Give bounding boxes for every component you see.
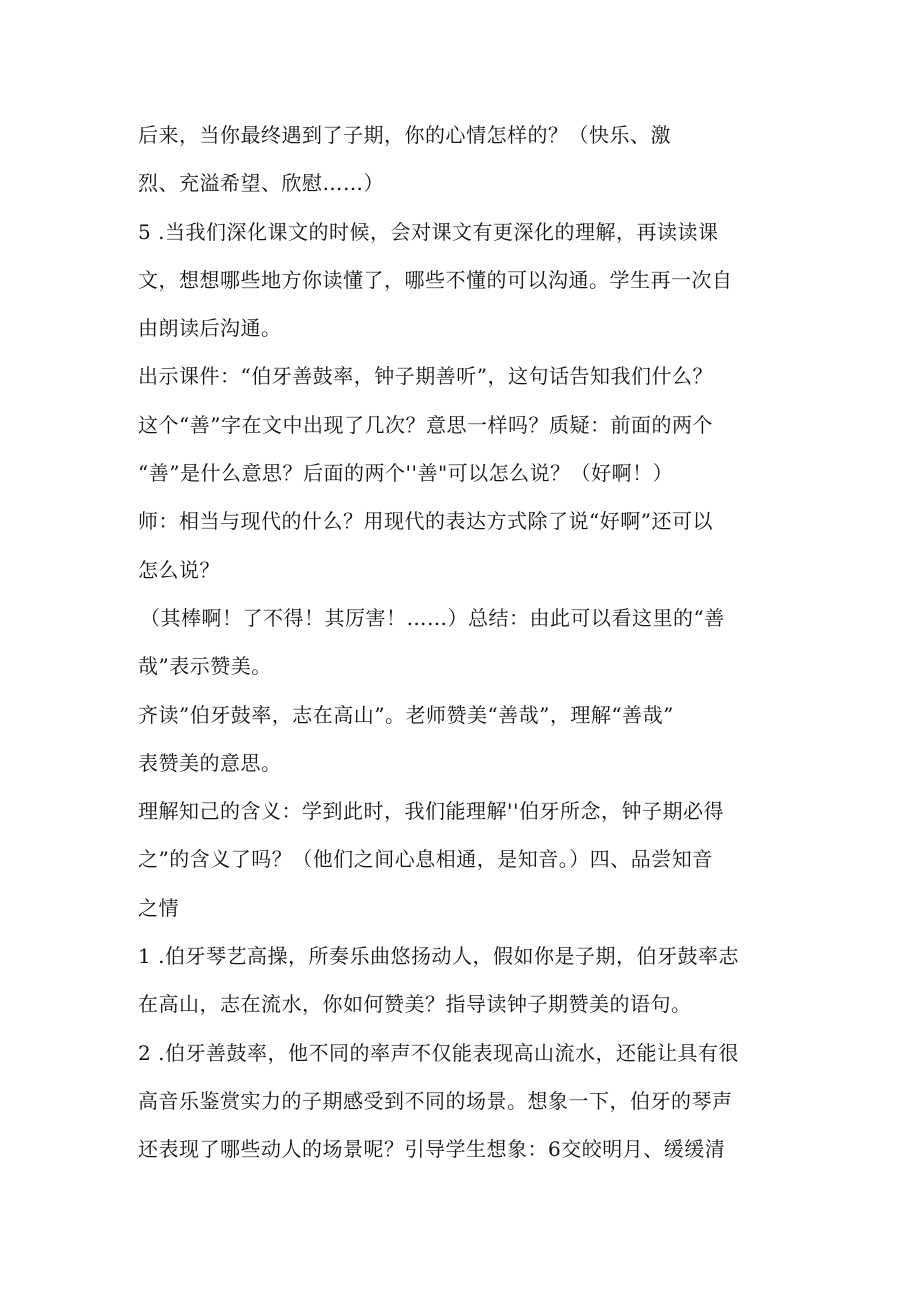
text-line-15: 理解知己的含义：学到此时，我们能理解''伯牙所念，钟子期必得: [138, 799, 724, 824]
text-line-5: 由朗读后沟通。: [138, 316, 282, 341]
text-line-10: 怎么说？: [138, 557, 220, 582]
text-line-20: 2 .伯牙善鼓率，他不同的率声不仅能表现高山流水，还能让具有很: [138, 1040, 739, 1065]
text-line-12: 哉”表示赞美。: [138, 654, 272, 679]
text-line-7: 这个“善”字在文中出现了几次？意思一样吗？质疑：前面的两个: [138, 412, 713, 437]
text-line-3: 5 .当我们深化课文的时候，会对课文有更深化的理解，再读读课: [138, 219, 719, 244]
text-line-2: 烈、充溢希望、欣慰……）: [138, 171, 384, 196]
text-line-11: （其棒啊！了不得！其厉害！……）总结：由此可以看这里的“善: [140, 605, 725, 630]
text-line-9: 师：相当与现代的什么？用现代的表达方式除了说“好啊”还可以: [138, 509, 713, 534]
text-line-4: 文，想想哪些地方你读懂了，哪些不懂的可以沟通。学生再一次自: [138, 267, 733, 292]
text-line-6: 出示课件：“伯牙善鼓率，钟子期善听”，这句话告知我们什么？: [138, 364, 713, 389]
text-line-16: 之”的含义了吗？（他们之间心息相通，是知音。）四、品尝知音: [138, 847, 713, 872]
text-line-18: 1 .伯牙琴艺高操，所奏乐曲悠扬动人，假如你是子期，伯牙鼓率志: [138, 944, 739, 969]
text-line-1: 后来，当你最终遇到了子期，你的心情怎样的？（快乐、激: [138, 123, 671, 147]
document-body: [138, 111, 778, 1174]
text-line-13: 齐读”伯牙鼓率，志在高山”。老师赞美“善哉”，理解“善哉”: [138, 702, 674, 727]
text-line-22: 还表现了哪些动人的场景呢？引导学生想象：6交皎明月、缓缓清: [138, 1137, 726, 1162]
text-line-17: 之情: [138, 895, 179, 920]
text-line-19: 在高山，志在流水，你如何赞美？指导读钟子期赞美的语句。: [138, 992, 692, 1017]
text-line-14: 表赞美的意思。: [138, 750, 282, 775]
text-line-8: “善”是什么意思？后面的两个''善"可以怎么说？（好啊！）: [138, 461, 674, 486]
text-line-21: 高音乐鉴赏实力的子期感受到不同的场景。想象一下，伯牙的琴声: [138, 1088, 733, 1113]
